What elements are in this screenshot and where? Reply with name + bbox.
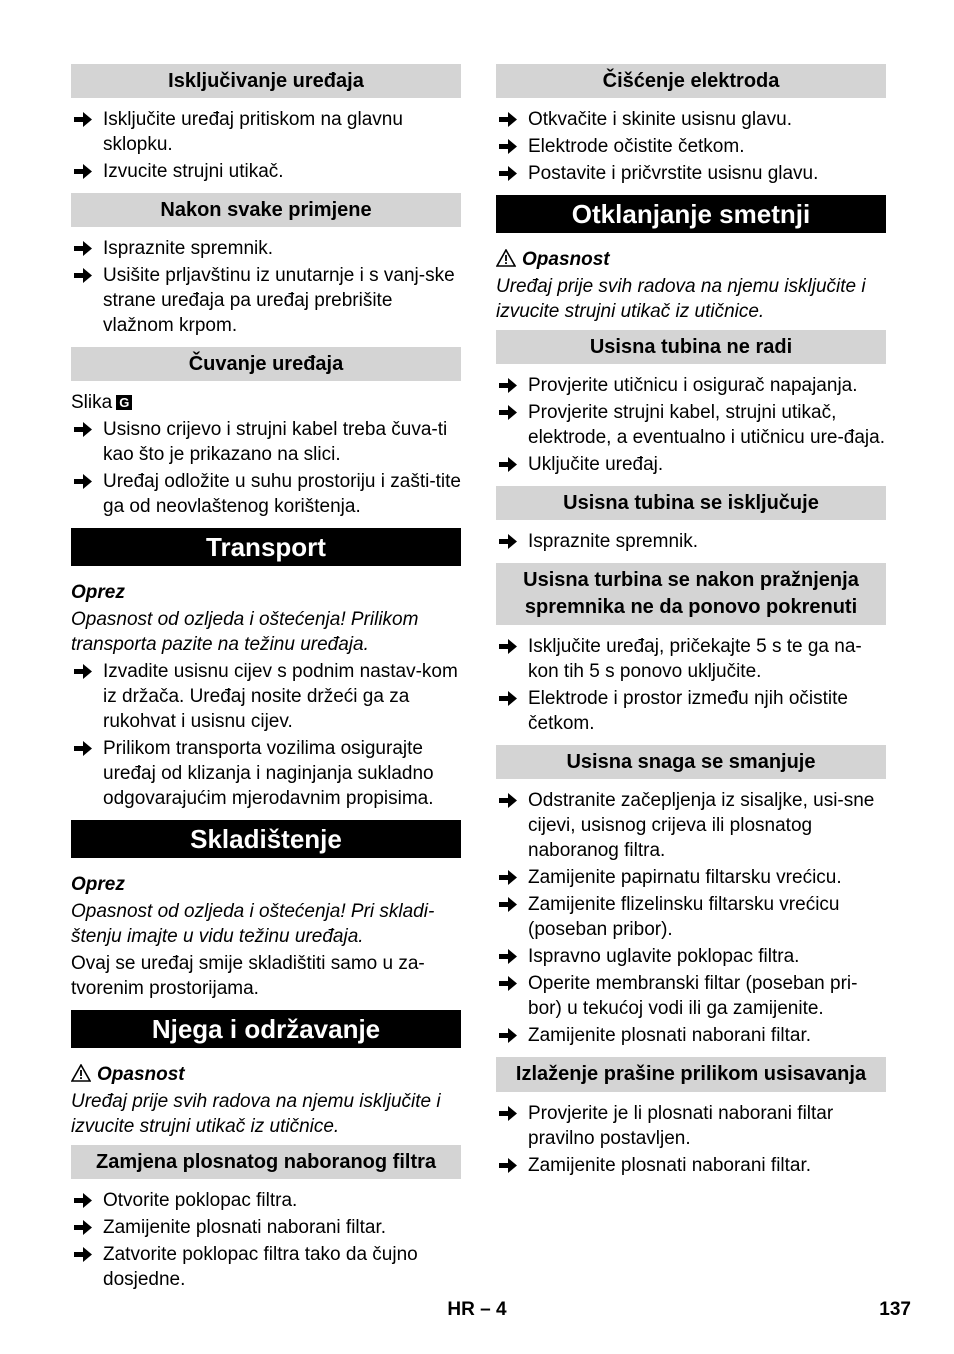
right-column (496, 64, 886, 1187)
list-item: Otvorite poklopac filtra. (71, 1188, 461, 1213)
arrow-right-icon (73, 1247, 93, 1262)
caution-text: Opasnost od ozljeda i oštećenja! Pri skladi-štenju imajte u vidu težinu uređaja. (71, 901, 435, 947)
heading-ne-radi: Usisna tubina ne radi (496, 330, 886, 364)
caution-label: Oprez (71, 582, 125, 603)
heading-zamjena: Zamjena plosnatog naboranog filtra (71, 1145, 461, 1179)
arrow-right-icon (498, 976, 518, 991)
arrow-right-icon (498, 457, 518, 472)
list-nakon (71, 236, 461, 338)
arrow-right-icon (73, 241, 93, 256)
heading-prasina: Izlaženje prašine prilikom usisavanja (496, 1057, 886, 1092)
arrow-right-icon (498, 405, 518, 420)
heading-njega: Njega i održavanje (71, 1010, 461, 1048)
arrow-right-icon (498, 691, 518, 706)
arrow-right-icon (498, 949, 518, 964)
heading-cuvanje: Čuvanje uređaja (71, 347, 461, 381)
list-item: Operite membranski filtar (poseban pri-bor) u tekućoj vodi ili ga zamijenite. (496, 971, 886, 1021)
list-snaga (496, 788, 886, 1048)
caution-text: Opasnost od ozljeda i oštećenja! Prilikom transporta pazite na težinu uređaja. (71, 609, 419, 655)
list-pokrenuti (496, 634, 886, 736)
list-item: Zamijenite plosnati naborani filtar. (71, 1215, 461, 1240)
list-item: Provjerite utičnicu i osigurač napajanja. (496, 373, 886, 398)
arrow-right-icon (498, 166, 518, 181)
list-item: Ispraznite spremnik. (71, 236, 461, 261)
list-ne-radi (496, 373, 886, 477)
caution-label: Oprez (71, 874, 125, 895)
list-item: Uređaj odložite u suhu prostoriju i zašti-tite ga od neovlaštenog korištenja. (71, 469, 461, 519)
arrow-right-icon (498, 1106, 518, 1121)
list-prasina (496, 1101, 886, 1178)
list-item: Ispraznite spremnik. (496, 529, 886, 554)
storage-note: Ovaj se uređaj smije skladištiti samo u za-tvorenim prostorijama. (71, 953, 425, 999)
danger-text: Uređaj prije svih radova na njemu isključite i izvucite strujni utikač iz utičnice. (496, 276, 866, 322)
arrow-right-icon (73, 422, 93, 437)
arrow-right-icon (498, 378, 518, 393)
footer-section-label: HR – 4 (447, 1299, 507, 1320)
list-item: Zamijenite plosnati naborani filtar. (496, 1153, 886, 1178)
warning-triangle-icon (496, 249, 516, 267)
arrow-right-icon (498, 1158, 518, 1173)
arrow-right-icon (73, 664, 93, 679)
danger-label-row: Opasnost (71, 1062, 461, 1087)
list-cuvanje (71, 417, 461, 519)
arrow-right-icon (73, 268, 93, 283)
heading-otklanjanje: Otklanjanje smetnji (496, 195, 886, 233)
heading-iskljucuje: Usisna tubina se isključuje (496, 486, 886, 520)
list-item: Postavite i pričvrstite usisnu glavu. (496, 161, 886, 186)
list-item: Zamijenite plosnati naborani filtar. (496, 1023, 886, 1048)
list-item: Izvadite usisnu cijev s podnim nastav-kom iz držača. Uređaj nosite držeći ga za rukohvat i usisnu cijev. (71, 659, 461, 734)
danger-text: Uređaj prije svih radova na njemu isključite i izvucite strujni utikač iz utičnice. (71, 1091, 441, 1137)
heading-iskljucivanje: Isključivanje uređaja (71, 64, 461, 98)
list-item: Otkvačite i skinite usisnu glavu. (496, 107, 886, 132)
arrow-right-icon (73, 474, 93, 489)
list-item: Ispravno uglavite poklopac filtra. (496, 944, 886, 969)
list-zamjena (71, 1188, 461, 1292)
list-ciscenje (496, 107, 886, 186)
left-column (71, 64, 461, 1301)
figure-letter-badge: G (116, 395, 132, 410)
arrow-right-icon (73, 1220, 93, 1235)
list-iskljucivanje (71, 107, 461, 184)
list-iskljucuje (496, 529, 886, 554)
arrow-right-icon (498, 897, 518, 912)
arrow-right-icon (73, 112, 93, 127)
arrow-right-icon (498, 534, 518, 549)
arrow-right-icon (498, 139, 518, 154)
heading-skladistenje: Skladištenje (71, 820, 461, 858)
arrow-right-icon (498, 870, 518, 885)
arrow-right-icon (498, 1028, 518, 1043)
heading-transport: Transport (71, 528, 461, 566)
list-item: Prilikom transporta vozilima osigurajte uređaj od klizanja i naginjanja sukladno odgovarajućim mjerodavnim propisima. (71, 736, 461, 811)
list-item: Zamijenite papirnatu filtarsku vrećicu. (496, 865, 886, 890)
list-item: Uključite uređaj. (496, 452, 886, 477)
list-item: Odstranite začepljenja iz sisaljke, usi-sne cijevi, usisnog crijeva ili plosnatog naboranog filtra. (496, 788, 886, 863)
list-item: Provjerite strujni kabel, strujni utikač, elektrode, a eventualno i utičnicu ure-đaja. (496, 400, 886, 450)
arrow-right-icon (498, 112, 518, 127)
arrow-right-icon (498, 639, 518, 654)
warning-triangle-icon (71, 1064, 91, 1082)
heading-snaga: Usisna snaga se smanjuje (496, 745, 886, 779)
list-transport (71, 659, 461, 811)
page-number: 137 (879, 1299, 911, 1320)
arrow-right-icon (73, 741, 93, 756)
list-item: Isključite uređaj, pričekajte 5 s te ga na-kon tih 5 s ponovo uključite. (496, 634, 886, 684)
list-item: Isključite uređaj pritiskom na glavnu sklopku. (71, 107, 461, 157)
list-item: Usišite prljavštinu iz unutarnje i s vanj-ske strane uređaja pa uređaj prebrišite vlažnom krpom. (71, 263, 461, 338)
list-item: Izvucite strujni utikač. (71, 159, 461, 184)
arrow-right-icon (498, 793, 518, 808)
list-item: Zamijenite flizelinsku filtarsku vrećicu (poseban pribor). (496, 892, 886, 942)
list-item: Elektrode očistite četkom. (496, 134, 886, 159)
danger-label-row: Opasnost (496, 247, 886, 272)
list-item: Usisno crijevo i strujni kabel treba čuva-ti kao što je prikazano na slici. (71, 417, 461, 467)
figure-reference: Slika G (71, 390, 461, 415)
list-item: Zatvorite poklopac filtra tako da čujno dosjedne. (71, 1242, 461, 1292)
arrow-right-icon (73, 164, 93, 179)
heading-ciscenje: Čišćenje elektroda (496, 64, 886, 98)
list-item: Provjerite je li plosnati naborani filtar pravilno postavljen. (496, 1101, 886, 1151)
heading-nakon: Nakon svake primjene (71, 193, 461, 227)
list-item: Elektrode i prostor između njih očistite četkom. (496, 686, 886, 736)
heading-pokrenuti: Usisna turbina se nakon pražnjenja spremnika ne da ponovo pokrenuti (496, 563, 886, 625)
arrow-right-icon (73, 1193, 93, 1208)
